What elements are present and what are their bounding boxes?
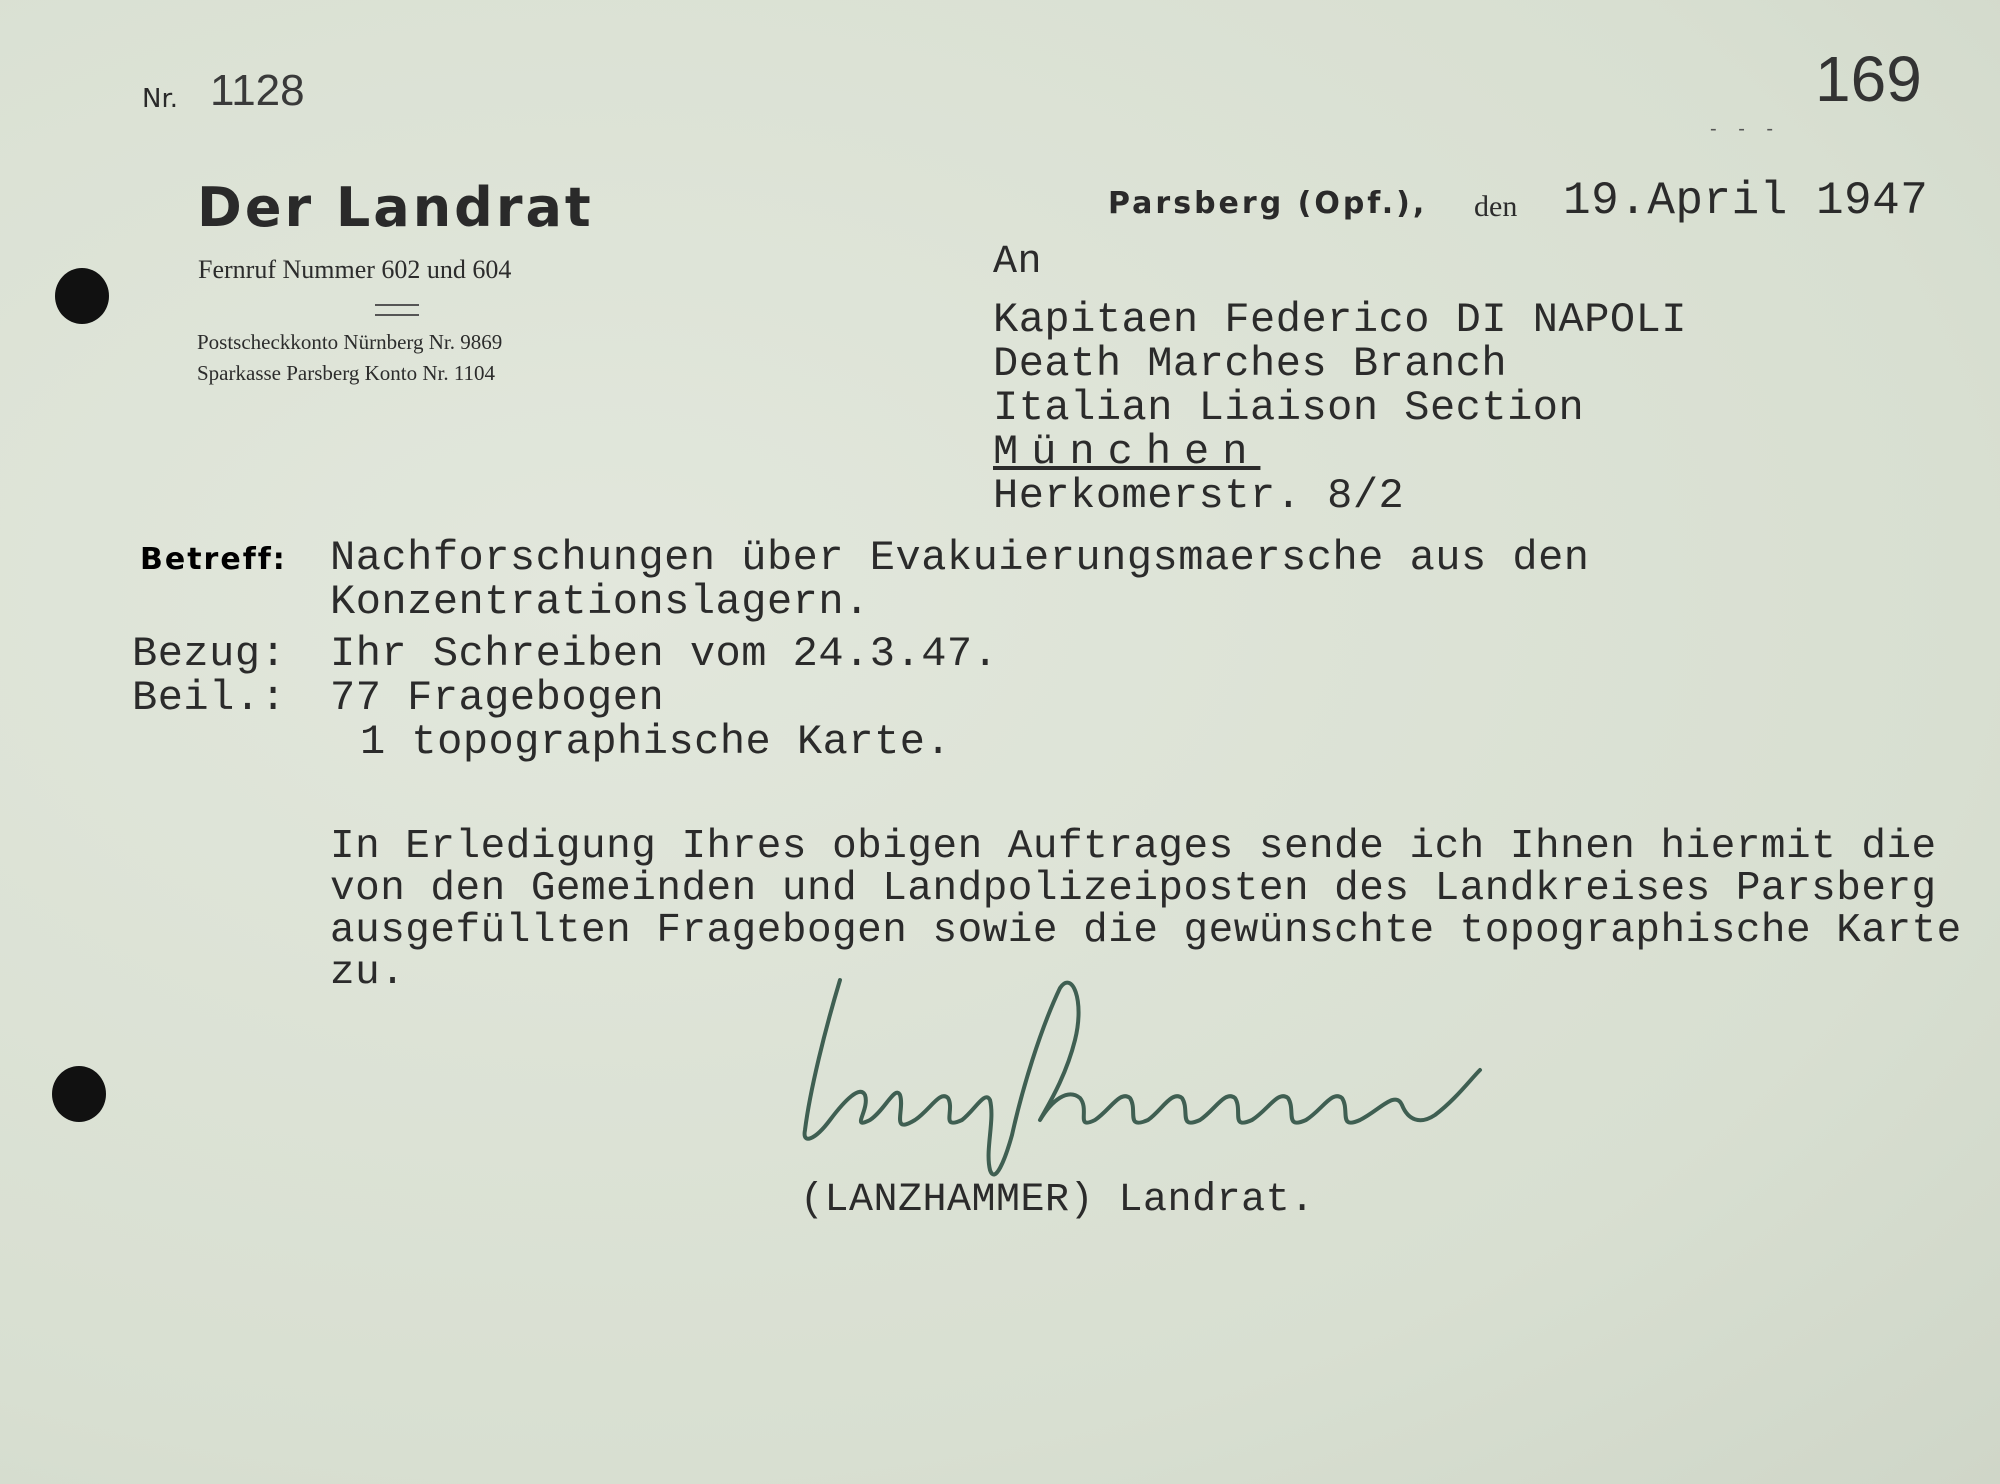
letterhead-postscheck: Postscheckkonto Nürnberg Nr. 9869: [197, 330, 503, 354]
body-line: zu.: [330, 950, 406, 996]
body-line: von den Gemeinden und Landpolizeiposten des Landkreises Parsberg: [330, 866, 1937, 912]
signer-name: (LANZHAMMER) Landrat.: [800, 1178, 1315, 1223]
recipient-line: Herkomerstr. 8/2: [993, 472, 1405, 520]
recipient-line: Kapitaen Federico DI NAPOLI: [993, 296, 1688, 344]
enclosure-line: 1 topographische Karte.: [360, 718, 952, 766]
enclosure-line: 77 Fragebogen: [330, 674, 665, 722]
handwritten-signature: [790, 970, 1610, 1190]
enclosure-label: Beil.:: [132, 674, 287, 722]
letterhead-phone: Fernruf Nummer 602 und 604: [198, 255, 512, 284]
recipient-line: Death Marches Branch: [993, 340, 1508, 388]
reference-label: Bezug:: [132, 630, 287, 678]
pencil-marks: - - -: [1710, 118, 1782, 140]
subject-label: Betreff:: [140, 542, 287, 577]
reference-text: Ihr Schreiben vom 24.3.47.: [330, 630, 999, 678]
letterhead-divider: [375, 304, 419, 316]
body-line: ausgefüllten Fragebogen sowie die gewünschte topographische Karte: [330, 908, 1962, 954]
subject-line: Nachforschungen über Evakuierungsmaersche aus den: [330, 534, 1590, 582]
letterhead-sparkasse: Sparkasse Parsberg Konto Nr. 1104: [197, 361, 496, 385]
letterhead-office: Der Landrat: [197, 176, 594, 239]
punch-hole: [55, 268, 109, 324]
page-number: 169: [1815, 43, 1922, 115]
subject-line: Konzentrationslagern.: [330, 578, 870, 626]
document-number: 1128: [210, 66, 305, 115]
recipient-city: München: [993, 428, 1261, 476]
dateline-date: 19.April 1947: [1563, 175, 1929, 227]
recipient-line: Italian Liaison Section: [993, 384, 1585, 432]
dateline-den: den: [1474, 190, 1518, 223]
punch-hole: [52, 1066, 106, 1122]
body-line: In Erledigung Ihres obigen Auftrages sende ich Ihnen hiermit die: [330, 824, 1937, 870]
number-label: Nr.: [142, 84, 179, 114]
dateline-place: Parsberg (Opf.),: [1108, 186, 1428, 221]
recipient-label: An: [993, 240, 1043, 285]
